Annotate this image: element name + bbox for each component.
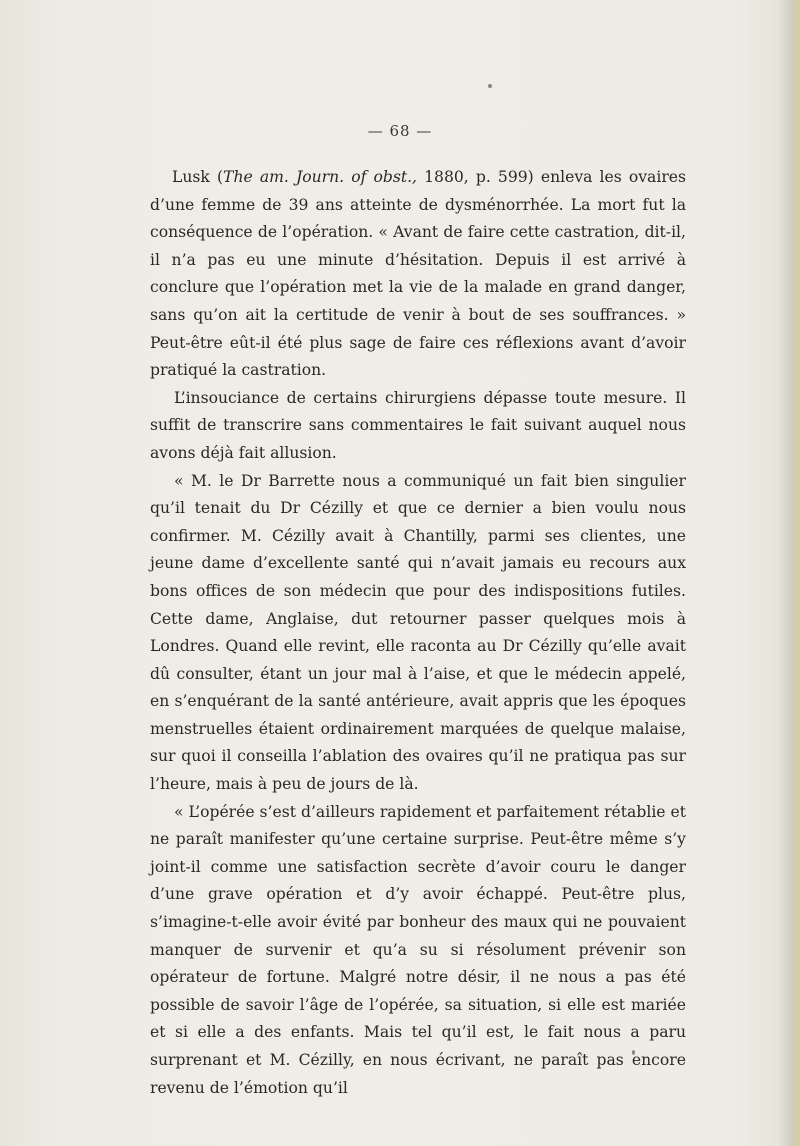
paragraph-1-text: 1880, p. 599) enleva les ovaires d’une femme de 39 ans atteinte de dysménorrhée. La mort fut la conséquence de l’opération. « Avant de faire cette castration, dit-il, il n’a pas eu une minute d’hésitation. Depuis il est arrivé à conclure que l’opération met la vie de la malade en grand danger, sans qu’on ait la certitude de venir à bout de ses souffrances. » Peut-être eût-il été plus sage de faire ces réflexions avant d’avoir pratiqué la castration. bbox=[150, 168, 687, 380]
paragraph-1-lead: Lusk ( bbox=[172, 168, 224, 186]
journal-citation: The am. Journ. of obst., bbox=[223, 168, 418, 186]
paper-speck bbox=[488, 84, 492, 88]
paragraph-1 bbox=[150, 164, 686, 385]
paragraph-3: « M. le Dr Barrette nous a communiqué un fait bien singulier qu’il tenait du Dr Cézilly et que ce dernier a bien voulu nous confirmer. M. Cézilly avait à Chantilly, parmi ses clientes, une jeune dame d’excellente santé qui n’avait jamais eu recours aux bons offices de son médecin que pour des indispositions futiles. Cette dame, Anglaise, dut retourner passer quelques mois à Londres. Quand elle revint, elle raconta au Dr Cézilly qu’elle avait dû consulter, étant un jour mal à l’aise, et que le médecin appelé, en s’enquérant de la santé antérieure, avait appris que les époques menstruelles étaient ordinairement marquées de quelque malaise, sur quoi il conseilla l’ablation des ovaires qu’il ne pratiqua pas sur l’heure, mais à peu de jours de là. bbox=[150, 471, 686, 794]
paragraph-4: « L’opérée s’est d’ailleurs rapidement et parfaitement rétablie et ne paraît manifester qu’une certaine surprise. Peut-être même s’y joint-il comme une satisfaction secrète d’avoir couru le danger d’une grave opération et d’y avoir échappé. Peut-être plus, s’imagine-t-elle avoir évité par bonheur des maux qui ne pouvaient manquer de survenir et qu’a su si résolument prévenir son opérateur de fortune. Malgré notre désir, il ne nous a pas été possible de savoir l’âge de l’opérée, sa situation, si elle est mariée et si elle a des enfants. Mais tel qu’il est, le fait nous a paru surprenant et M. Cézilly, en nous écrivant, ne paraît pas encore revenu de l’émotion qu’il bbox=[150, 802, 686, 1097]
body-text bbox=[150, 164, 686, 1102]
paragraph-2: L’insouciance de certains chirurgiens dépasse toute mesure. Il suffit de transcrire sans commentaires le fait suivant auquel nous avons déjà fait allusion. bbox=[150, 388, 686, 462]
page-edge-shadow bbox=[778, 0, 800, 1146]
page-number: — 68 — bbox=[367, 122, 433, 140]
